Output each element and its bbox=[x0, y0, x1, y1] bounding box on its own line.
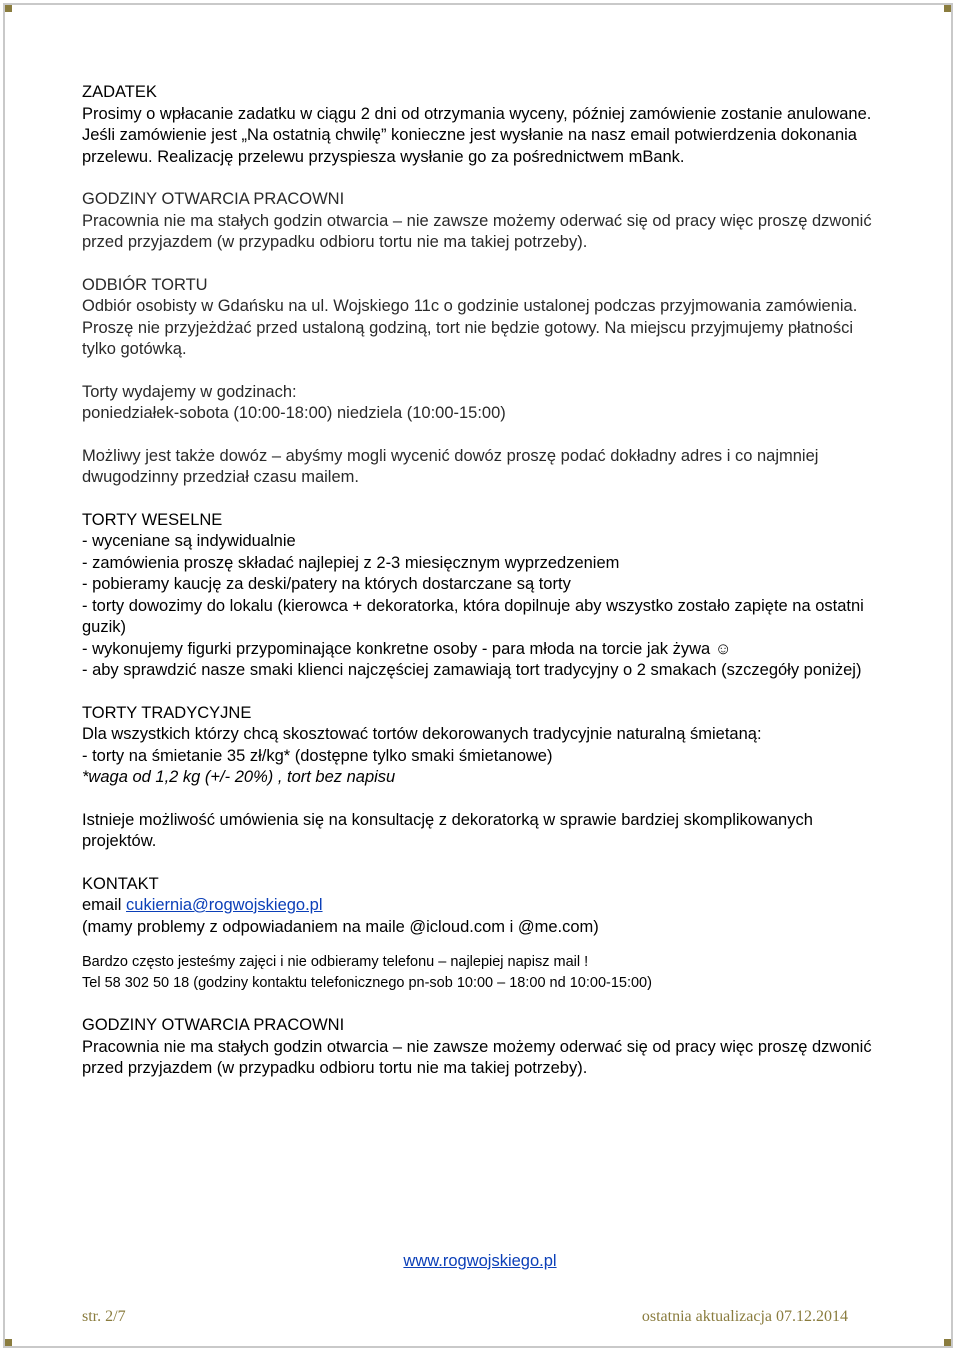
section-odbior bbox=[82, 275, 882, 489]
heading-godziny-2: GODZINY OTWARCIA PRACOWNI bbox=[82, 1016, 345, 1034]
section-weselne bbox=[82, 510, 882, 682]
tradycyjne-line1: Dla wszystkich którzy chcą skosztować tortów dekorowanych tradycyjnie naturalną śmietaną: bbox=[82, 725, 762, 743]
website-link[interactable]: www.rogwojskiego.pl bbox=[403, 1252, 557, 1270]
corner-mark bbox=[5, 1339, 12, 1346]
list-item: - pobieramy kaucję za deski/patery na których dostarczane są torty bbox=[82, 575, 571, 593]
document-body bbox=[82, 82, 882, 1080]
website-line bbox=[0, 1252, 960, 1271]
heading-tradycyjne: TORTY TRADYCYJNE bbox=[82, 703, 252, 722]
section-tradycyjne bbox=[82, 703, 882, 853]
corner-mark bbox=[944, 1339, 951, 1346]
section-zadatek bbox=[82, 82, 882, 168]
odbior-delivery: Możliwy jest także dowóz – abyśmy mogli wycenić dowóz proszę podać dokładny adres i co najmniej dwugodzinny przedział czasu mailem. bbox=[82, 446, 819, 486]
kontakt-phone: Tel 58 302 50 18 (godziny kontaktu telefonicznego pn-sob 10:00 – 18:00 nd 10:00-15:00) bbox=[82, 975, 652, 991]
zadatek-text: Prosimy o wpłacanie zadatku w ciągu 2 dni od otrzymania wyceny, później zamówienie zostanie anulowane. Jeśli zamówienie jest „Na ostatnią chwilę” konieczne jest wysłanie na nasz email potwierdzenia dokonania przelewu. Realizację przelewu przyspiesza wysłanie go za pośrednictwem mBank. bbox=[82, 104, 872, 166]
tradycyjne-consult: Istnieje możliwość umówienia się na konsultację z dekoratorką w sprawie bardziej skomplikowanych projektów. bbox=[82, 810, 813, 850]
godziny-2-text: Pracownia nie ma stałych godzin otwarcia – nie zawsze możemy oderwać się od pracy więc proszę dzwonić przed przyjazdem (w przypadku odbioru tortu nie ma takiej potrzeby). bbox=[82, 1037, 872, 1077]
list-item: - wyceniane są indywidualnie bbox=[82, 532, 296, 550]
last-updated: ostatnia aktualizacja 07.12.2014 bbox=[641, 1308, 848, 1325]
tradycyjne-note: *waga od 1,2 kg (+/- 20%) , tort bez napisu bbox=[82, 768, 396, 786]
page-footer bbox=[82, 1308, 848, 1326]
godziny-1-text: Pracownia nie ma stałych godzin otwarcia – nie zawsze możemy oderwać się od pracy więc proszę dzwonić przed przyjazdem (w przypadku odbioru tortu nie ma takiej potrzeby). bbox=[82, 211, 872, 251]
heading-godziny-1: GODZINY OTWARCIA PRACOWNI bbox=[82, 190, 345, 208]
email-label: email bbox=[82, 896, 127, 914]
section-godziny-2 bbox=[82, 1015, 882, 1080]
kontakt-email-note: (mamy problemy z odpowiadaniem na maile @icloud.com i @me.com) bbox=[82, 917, 599, 936]
section-godziny-1 bbox=[82, 189, 882, 254]
page-number: str. 2/7 bbox=[82, 1308, 126, 1325]
heading-weselne: TORTY WESELNE bbox=[82, 510, 223, 529]
heading-zadatek: ZADATEK bbox=[82, 83, 157, 101]
list-item: - aby sprawdzić nasze smaki klienci najczęściej zamawiają tort tradycyjny o 2 smakach (szczegóły poniżej) bbox=[82, 661, 862, 679]
kontakt-phone-note: Bardzo często jesteśmy zajęci i nie odbieramy telefonu – najlepiej napisz mail ! bbox=[82, 954, 589, 970]
heading-odbior: ODBIÓR TORTU bbox=[82, 275, 208, 294]
email-link[interactable]: cukiernia@rogwojskiego.pl bbox=[126, 896, 323, 914]
heading-kontakt: KONTAKT bbox=[82, 874, 159, 893]
section-kontakt bbox=[82, 874, 882, 995]
corner-mark bbox=[5, 5, 12, 12]
odbior-text: Odbiór osobisty w Gdańsku na ul. Wojskiego 11c o godzinie ustalonej podczas przyjmowania zamówienia. Proszę nie przyjeżdżać przed ustaloną godziną, tort nie będzie gotowy. Na miejscu przyjmujemy płatności tylko gotówką. bbox=[82, 297, 858, 358]
kontakt-email-line bbox=[82, 895, 882, 917]
list-item: - torty dowozimy do lokalu (kierowca + dekoratorka, która dopilnuje aby wszystko zostało zapięte na ostatni guzik) bbox=[82, 596, 864, 636]
list-item: - zamówienia proszę składać najlepiej z 2-3 miesięcznym wyprzedzeniem bbox=[82, 553, 620, 572]
odbior-hours-intro: Torty wydajemy w godzinach: bbox=[82, 382, 297, 401]
tradycyjne-line2: - torty na śmietanie 35 zł/kg* (dostępne tylko smaki śmietanowe) bbox=[82, 746, 553, 765]
list-item: - wykonujemy figurki przypominające konkretne osoby - para młoda na torcie jak żywa ☺ bbox=[82, 639, 732, 658]
odbior-hours: poniedziałek-sobota (10:00-18:00) niedziela (10:00-15:00) bbox=[82, 404, 506, 422]
corner-mark bbox=[944, 5, 951, 12]
